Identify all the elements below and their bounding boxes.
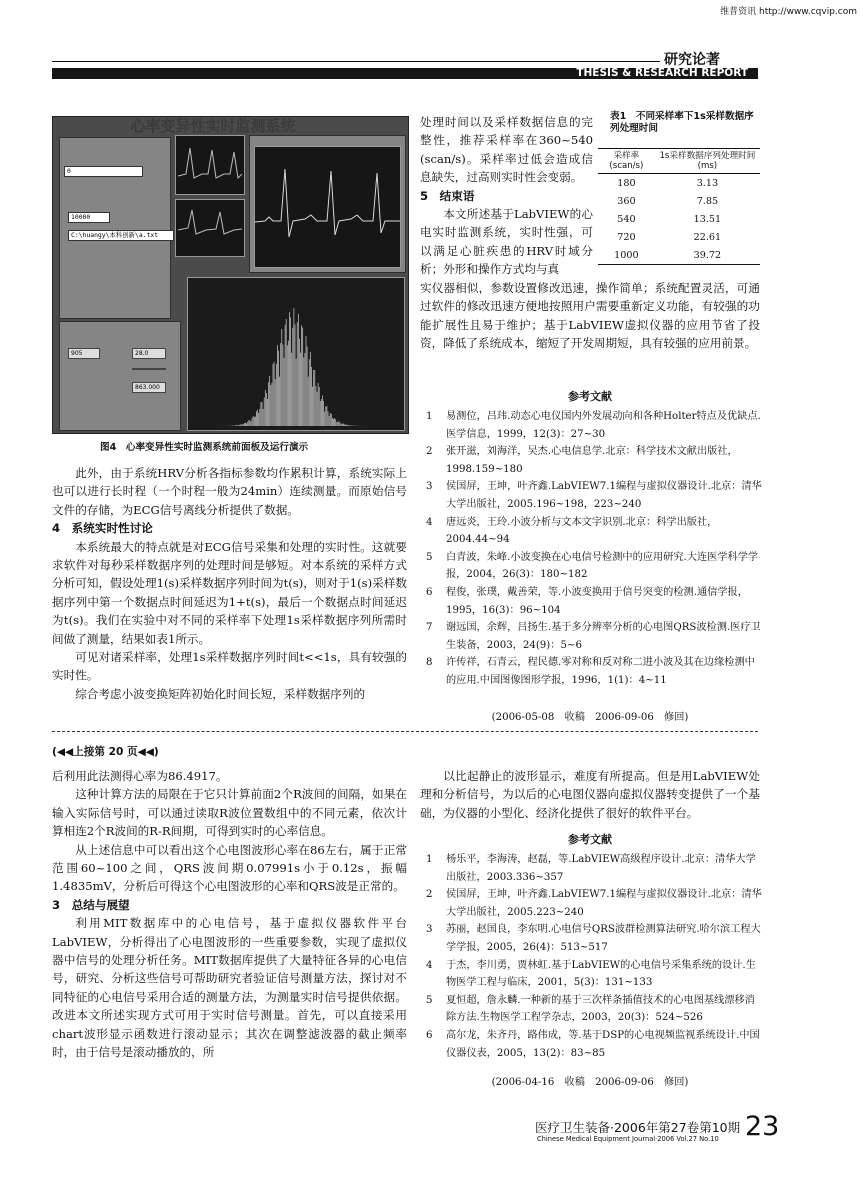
paragraph: 可见对诸采样率，处理1s采样数据序列时间t<<1s，具有较强的实时性。 xyxy=(52,650,407,683)
reference-item: 2 侯国屏，王坤，叶齐鑫.LabVIEW7.1编程与虚拟仪器设计.北京：清华大学出版社，2005.223~240 xyxy=(426,889,762,918)
reference-item: 1 杨乐平，李海涛，赵磊，等.LabVIEW高级程序设计.北京：清华大学出版社，2003.336~357 xyxy=(426,854,756,883)
heading-4: 4 系统实时性讨论 xyxy=(52,521,153,536)
header-rule xyxy=(52,61,660,62)
readout-1: 905 xyxy=(68,348,100,359)
section-title: 研究论著 xyxy=(664,52,720,68)
page-number: 23 xyxy=(745,1111,780,1142)
table-row xyxy=(598,228,760,246)
left-control-window xyxy=(59,137,171,319)
watermark: 维普资讯 http://www.cqvip.com xyxy=(720,7,857,17)
paragraph: 从上述信息中可以看出这个心电图波形心率在86左右，属于正常范围60~100之间，QRS波间期0.07991s小于0.12s，振幅1.4835mV，分析后可得这个心电图波形的心率和QRS波是正常的。 xyxy=(52,842,407,894)
references-title: 参考文献 xyxy=(568,833,612,846)
figure-caption: 图4 心率变异性实时监测系统前面板及运行演示 xyxy=(100,442,309,453)
paragraph: 处理时间以及采样数据信息的完整性，推荐采样率在360~540 (scan/s)。采样率过低会造成信息缺失，过高则实时性会变弱。 xyxy=(420,115,593,185)
table-cell: 7.85 xyxy=(696,195,719,207)
reference-item: 1 易测位，吕玮.动态心电仪国内外发展动向和各种Holter特点及优缺点.医学信息，1999，12(3)：27~30 xyxy=(426,411,761,440)
references-title: 参考文献 xyxy=(568,390,612,403)
banner-text: THESIS & RESEARCH REPORT xyxy=(576,67,748,79)
journal-name-en: Chinese Medical Equipment Journal·2006 Vol.27 No.10 xyxy=(537,1135,719,1143)
readout-window xyxy=(59,321,181,431)
paragraph: 以比起静止的波形显示，难度有所提高。但是用LabVIEW处理和分析信号，为以后的心电图仪器向虚拟仪器转变提供了一个基础，为仪器的小型化、经济化提供了很好的软件平台。 xyxy=(420,769,760,820)
section-banner xyxy=(52,68,758,79)
paragraph: 实仪器相似，参数设置修改迅速，操作简单；系统配置灵活，可通过软件的修改迅速方便地按照用户需要重新定义功能，有较强的功能扩展性且易于维护；基于LabVIEW虚拟仪器的应用节省了投资，降低了系统成本，缩短了开发周期短，具有较强的应用前景。 xyxy=(420,281,760,351)
table-row xyxy=(598,192,760,210)
right-lower-text xyxy=(420,767,760,822)
table-row xyxy=(598,174,760,193)
sampling-table xyxy=(598,148,760,265)
reference-item: 3 侯国屏，王坤，叶齐鑫.LabVIEW7.1编程与虚拟仪器设计.北京：清华大学出版社，2005.196~198，223~240 xyxy=(426,481,762,510)
table-cell: 13.51 xyxy=(693,213,722,225)
continued-note: (◀◀上接第 20 页◀◀) xyxy=(52,746,159,758)
field-path: C:\huangy\本科创新\a.txt xyxy=(68,230,174,241)
reference-item: 3 苏丽，赵国良，李东明.心电信号QRS波群检测算法研究.哈尔滨工程大学学报，2005，26(4)：513~517 xyxy=(426,924,761,953)
reference-item: 8 许传祥，石青云，程民德.零对称和反对称二进小波及其在边缘检测中的应用.中国图像图形学报，1996，1(1)：4~11 xyxy=(426,657,755,686)
received-date: (2006-05-08 收稿 2006-09-06 修回) xyxy=(491,712,689,723)
reference-item: 6 程俊，张璞，戴善荣，等.小波变换用于信号突变的检测.通信学报，1995，16(3)：96~104 xyxy=(426,586,748,616)
thumb-trace-1 xyxy=(176,136,244,194)
ecg-graph xyxy=(254,146,401,268)
paragraph: 利用MIT数据库中的心电信号，基于虚拟仪器软件平台LabVIEW，分析得出了心电图波形的一些重要参数，实现了虚拟仪器中信号的处理分析任务。MIT数据库提供了大量特征各异的心电信号，研究、分析这些信号可帮助研究者验证信号测量方法，探讨对不同特征的心电信号采用合适的测量方法，为测量实时信号提供依据。改进本文所述实现方式可用于实时信号测量。首先，可以直接采用chart波形显示函数进行滚动显示；其次在调整滤波器的截止频率时，由于信号是滚动播放的，所 xyxy=(52,916,407,1060)
references-list xyxy=(426,408,762,690)
ecg-window xyxy=(249,135,406,273)
table-cell: 22.61 xyxy=(693,231,722,243)
paragraph: 本文所述基于LabVIEW的心电实时监测系统，实时性强，可以满足心脏疾患的HRV时域分析；外形和操作方式均与真 xyxy=(420,207,593,277)
reference-item: 5 夏恒超，詹永麟.一种新的基于三次样条插值技术的心电图基线漂移消除方法.生物医学工程学杂志，2003，20(3)：524~526 xyxy=(426,994,755,1024)
paragraph: 本系统最大的特点就是对ECG信号采集和处理的实时性。这就要求软件对每秒采样数据序列的处理时间是够短。对本系统的采样方式分析可知，假设处理1(s)采样数据序列时间为t(s)，则对于1(s)采样数据序列中第一个数据点时间延迟为1+t(s)，最后一个数据点时间延迟为t(s)。我们在实验中对不同的采样率下处理1s采样数据序列所需时间做了测量，结果如表1所示。 xyxy=(52,539,407,646)
article-divider xyxy=(52,731,758,732)
right-upper-wide-text xyxy=(420,279,760,353)
field-start: 0 xyxy=(64,166,143,177)
received-date: (2006-04-16 收稿 2006-09-06 修回) xyxy=(491,1077,689,1088)
screen-title: 心率变异性实时监测系统 xyxy=(130,117,296,135)
paragraph: 后利用此法测得心率为86.4917。 xyxy=(52,769,228,783)
ecg-trace xyxy=(255,147,400,267)
histogram-bars xyxy=(188,278,404,430)
paragraph: 这种计算方法的局限在于它只计算前面2个R波间的间隔，如果在输入实际信号时，可以通过读取R波位置数组中的不同元素，依次计算相连2个R波间的R-R间期，可得到实时的心率信息。 xyxy=(52,787,407,839)
left-upper-text xyxy=(52,464,407,703)
table-header-rate: 采样率(scan/s) xyxy=(598,149,655,174)
table-title: 表1 不同采样率下1s采样数据序列处理时间 xyxy=(610,111,754,134)
reference-item: 4 唐远炎，王玲.小波分析与文本文字识别.北京：科学出版社，2004.44~94 xyxy=(426,516,718,546)
paragraph: 综合考虑小波变换矩阵初始化时间长短，采样数据序列的 xyxy=(75,686,366,701)
right-upper-narrow-text xyxy=(420,113,593,279)
table-cell: 1000 xyxy=(598,246,655,265)
table-header-time: 1s采样数据序列处理时间(ms) xyxy=(655,149,760,174)
thumb-graph-1 xyxy=(175,135,245,195)
reference-item: 2 张开滋，刘海洋，吴杰.心电信息学.北京：科学技术文献出版社，1998.159~180 xyxy=(426,446,738,475)
table-cell: 3.13 xyxy=(696,177,719,189)
field-count: 10000 xyxy=(68,212,110,223)
table-cell: 39.72 xyxy=(655,246,760,265)
reference-item: 7 谢远国，余辉，吕扬生.基于多分辨率分析的心电图QRS波检测.医疗卫生装备，2003，24(9)：5~6 xyxy=(426,622,761,651)
journal-name: 医疗卫生装备·2006年第27卷第10期 xyxy=(535,1120,741,1135)
readout-2: 28.0 xyxy=(132,348,166,359)
heading-5: 5 结束语 xyxy=(420,188,475,203)
left-lower-text xyxy=(52,767,407,1062)
readout-4: 863.000 xyxy=(132,382,166,393)
paragraph: 此外，由于系统HRV分析各指标参数均作累积计算，系统实际上也可以进行长时程（一个时程一般为24min）连续测量。而原始信号文件的存储，为ECG信号离线分析提供了数据。 xyxy=(52,466,407,517)
references-list xyxy=(426,851,762,1062)
reference-item: 5 白青波，朱峰.小波变换在心电信号检测中的应用研究.大连医学科学学报，2004，26(3)：180~182 xyxy=(426,551,759,581)
table-cell: 540 xyxy=(617,213,636,225)
thumb-graph-2 xyxy=(175,199,245,257)
table-row xyxy=(598,246,760,265)
reference-item: 4 于杰，李川勇，贾林虹.基于LabVIEW的心电信号采集系统的设计.生物医学工程与临床，2001，5(3)：131~133 xyxy=(426,959,756,989)
table-row xyxy=(598,210,760,228)
readout-3 xyxy=(132,368,166,370)
front-panel-screenshot xyxy=(52,116,409,434)
thumb-trace-2 xyxy=(176,200,244,256)
table-cell: 720 xyxy=(617,231,636,243)
table-cell: 360 xyxy=(617,195,636,207)
table-cell: 180 xyxy=(617,177,636,189)
hrv-histogram xyxy=(187,277,405,431)
heading-3: 3 总结与展望 xyxy=(52,897,130,912)
reference-item: 6 高尔龙，朱齐丹，路伟成，等.基于DSP的心电视频监视系统设计.中国仪器仪表，2005，13(2)：83~85 xyxy=(426,1029,760,1059)
